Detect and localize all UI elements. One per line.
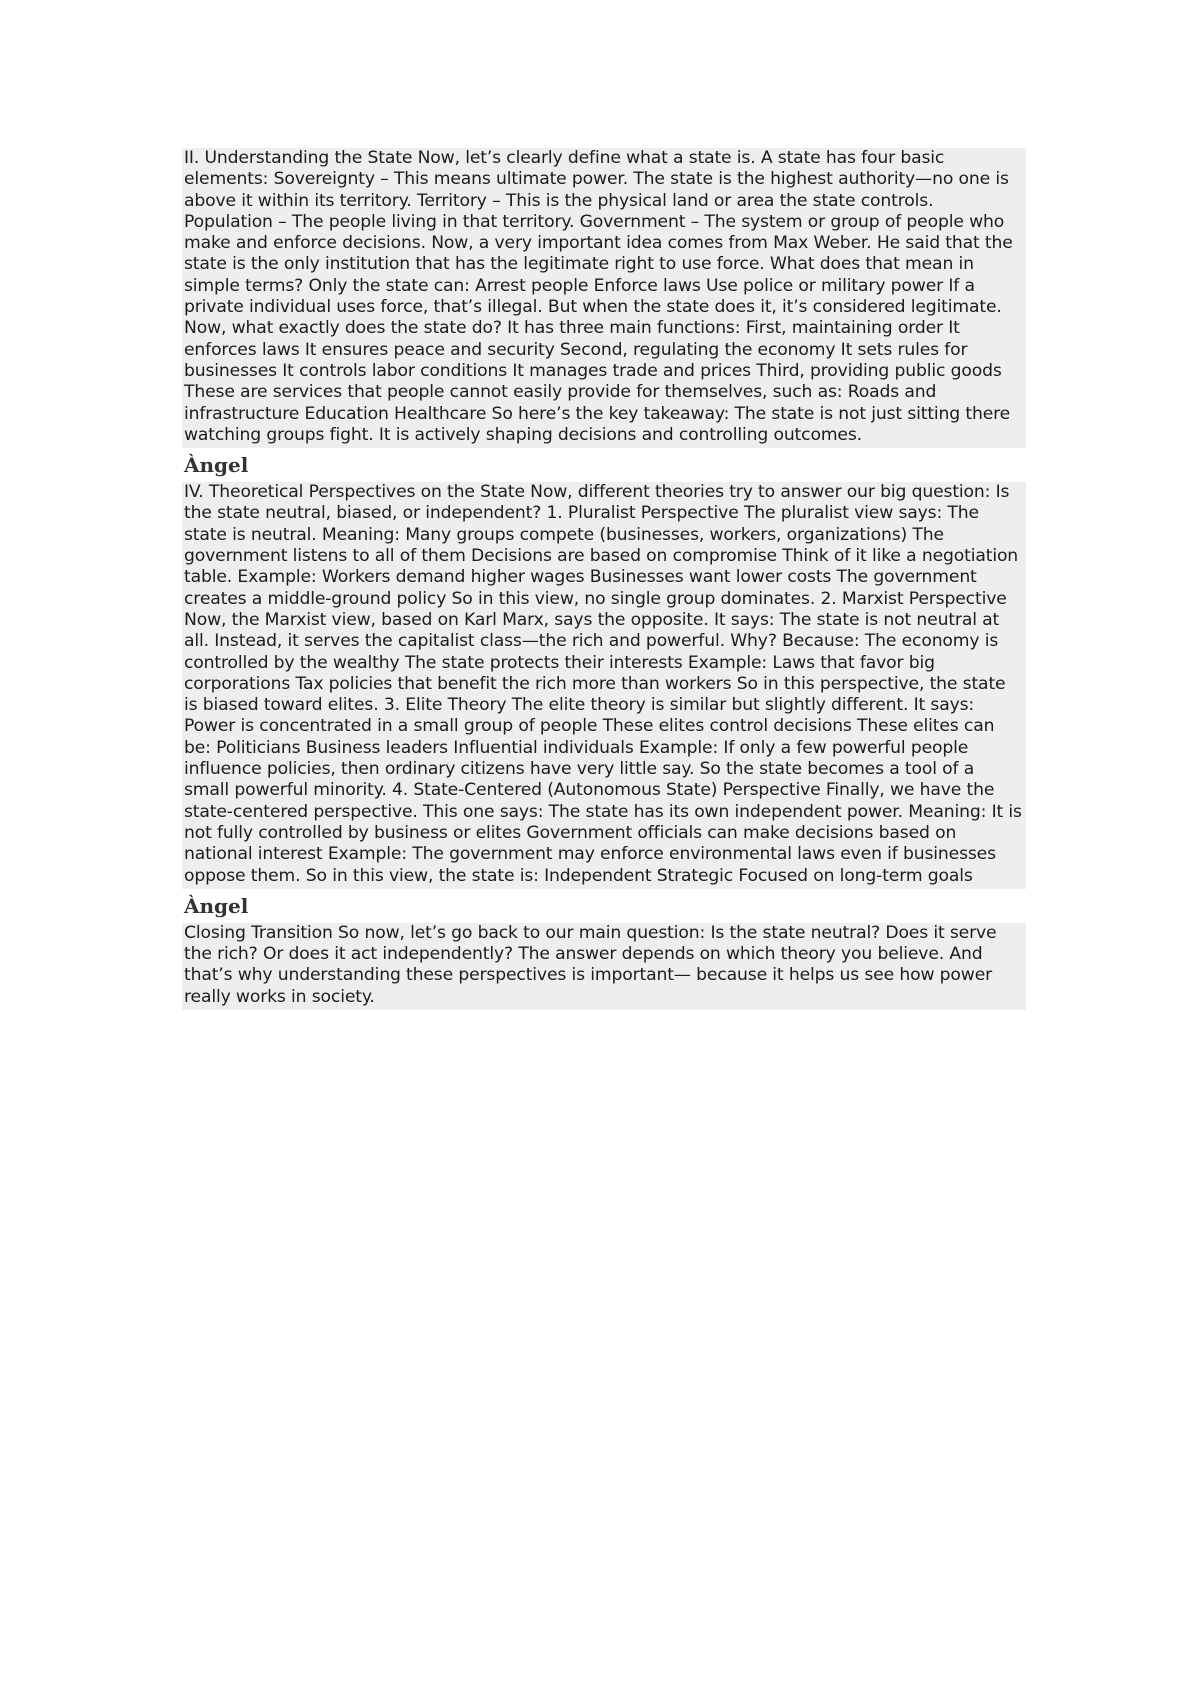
author-name: Àngel bbox=[184, 453, 249, 478]
message-text-perspectives: IV. Theoretical Perspectives on the State Now, different theories try to answer our big question: Is the state neutral, biased, or independent? 1. Pluralist Perspective The pluralist view says: The state is neutral. Meaning: Many groups compete (businesses, workers, organizations) The government listens to all of them Decisions are based on compromise Think of it like a negotiation table. Example: Workers demand higher wages Businesses want lower costs The government creates a middle-ground policy So in this view, no single group dominates. 2. Marxist Perspective Now, the Marxist view, based on Karl Marx, says the opposite. It says: The state is not neutral at all. Instead, it serves the capitalist class—the rich and powerful. Why? Because: The economy is controlled by the wealthy The state protects their interests Example: Laws that favor big corporations Tax policies that benefit the rich more than workers So in this perspective, the state is biased toward elites. 3. Elite Theory The elite theory is similar but slightly different. It says: Power is concentrated in a small group of people These elites control decisions These elites can be: Politicians Business leaders Influential individuals Example: If only a few powerful people influence policies, then ordinary citizens have very little say. So the state becomes a tool of a small powerful minority. 4. State-Centered (Autonomous State) Perspective Finally, we have the state-centered perspective. This one says: The state has its own independent power. Meaning: It is not fully controlled by business or elites Government officials can make decisions based on national interest Example: The government may enforce environmental laws even if businesses oppose them. So in this view, the state is: Independent Strategic Focused on long-term goals bbox=[182, 482, 1026, 889]
author-name: Àngel bbox=[184, 893, 249, 918]
document-content bbox=[182, 148, 1026, 1010]
message-text-closing: Closing Transition So now, let’s go back to our main question: Is the state neutral? Does it serve the rich? Or does it act independently? The answer depends on which theory you believe. And that’s why understanding these perspectives is important— because it helps us see how power really works in society. bbox=[182, 923, 1026, 1010]
message-text-state: II. Understanding the State Now, let’s clearly define what a state is. A state has four basic elements: Sovereignty – This means ultimate power. The state is the highest authority—no one is above it within its territory. Territory – This is the physical land or area the state controls. Population – The people living in that territory. Government – The system or group of people who make and enforce decisions. Now, a very important idea comes from Max Weber. He said that the state is the only institution that has the legitimate right to use force. What does that mean in simple terms? Only the state can: Arrest people Enforce laws Use police or military power If a private individual uses force, that’s illegal. But when the state does it, it’s considered legitimate. Now, what exactly does the state do? It has three main functions: First, maintaining order It enforces laws It ensures peace and security Second, regulating the economy It sets rules for businesses It controls labor conditions It manages trade and prices Third, providing public goods These are services that people cannot easily provide for themselves, such as: Roads and infrastructure Education Healthcare So here’s the key takeaway: The state is not just sitting there watching groups fight. It is actively shaping decisions and controlling outcomes. bbox=[182, 148, 1026, 448]
